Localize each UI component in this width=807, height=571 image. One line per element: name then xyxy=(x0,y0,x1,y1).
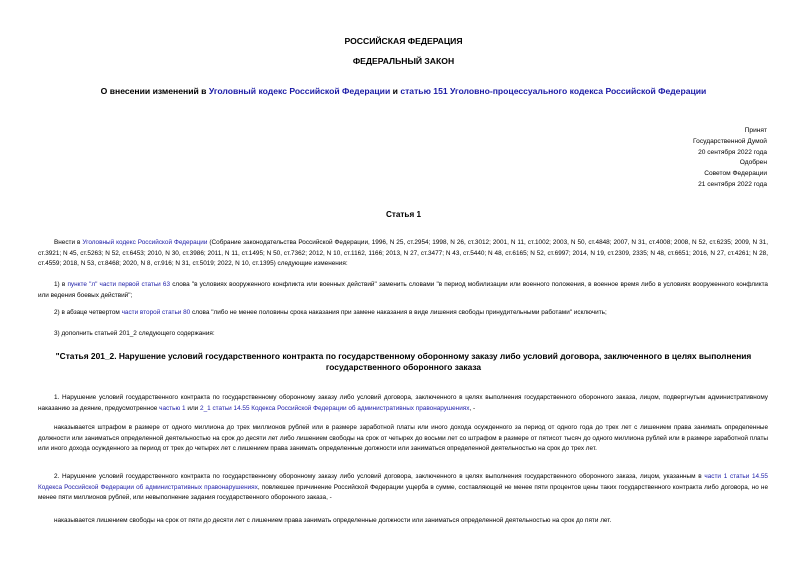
approved-label: Одобрен xyxy=(739,159,767,167)
intro-text-start: Внести в xyxy=(54,239,83,246)
part-2-penalty: наказывается лишением свободы на срок от пяти до десяти лет с лишением права занимать определенные должности или заниматься определенной деятельностью на срок до пяти лет. xyxy=(54,517,612,524)
intro-paragraph xyxy=(38,238,768,270)
part-1-mid: или xyxy=(185,404,201,412)
new-article-title: "Статья 201_2. Нарушение условий государственного контракта по государственному оборонному заказу либо условий договора, заключенного в целях выполнения государственного оборонного заказа xyxy=(55,351,752,372)
item-3-paragraph: 3) дополнить статьей 201_2 следующего содержания: xyxy=(54,330,215,337)
article-63-link[interactable]: пункте "л" части первой статьи 63 xyxy=(67,281,171,288)
koap-14-55-link[interactable]: 2_1 статьи 14.55 Кодекса Российской Федерации об административных правонарушениях xyxy=(200,404,470,412)
adopted-label: Принят xyxy=(744,127,767,134)
item-2-start: 2) в абзаце четвертом xyxy=(54,309,122,316)
approved-by: Советом Федерации xyxy=(704,170,767,178)
intro-criminal-code-link[interactable]: Уголовный кодекс Российской Федерации xyxy=(82,239,208,246)
item-2-paragraph xyxy=(38,308,768,319)
item-2-rest: слова "либо не менее половины срока наказания при замене наказания в виде лишения свободы принудительными работами" исключить; xyxy=(190,309,607,316)
title-prefix: О внесении изменений в xyxy=(100,86,209,96)
part-2-rest: , повлекшее причинение Российской Федерации ущерба в сумме, составляющей не менее пяти процентов цены таких государственного контракта либо договора, но не менее пяти миллионов рублей, или невыполнение задания государственного оборонного заказа, - xyxy=(38,483,769,502)
law-title xyxy=(0,86,807,96)
part-2-start: 2. Нарушение условий государственного контракта по государственному оборонному заказу либо условий договора, заключенного в целях выполнения государственного оборонного заказа, лицом, указанным в xyxy=(54,473,705,480)
title-mid: и xyxy=(390,86,401,96)
article-151-link[interactable]: статью 151 Уголовно-процессуального кодекса Российской Федерации xyxy=(400,86,707,96)
part-1-end: , - xyxy=(469,404,476,412)
item-1-rest: слова "в условиях вооруженного конфликта или военных действий" заменить словами "в период мобилизации или военного положения, в военное время либо в условиях вооруженного конфликта или ведения боевых действий"; xyxy=(38,281,768,299)
intro-text-rest: (Собрание законодательства Российской Федерации, 1996, N 25, ст.2954; 1998, N 26, ст.3012; 2001, N 11, ст.1002; 2003, N 50, ст.4848; 2007, N 31, ст.4008; 2008, N 52, ст.6235; 2009, N 31, ст.3921; N 45, ст.5263; N 52, ст.6453; 2010, N 30, ст.3986; 2011, N 11, ст.1495; N 50, ст.7362; 2012, N 10, ст.1162, 1166; 2013, N 27, ст.3477; N 43, ст.5440; N 48, ст.6165; N 52, ст.6997; 2014, N 19, ст.2309, 2335; N 48, ст.6651; 2016, N 27, ст.4261; N 28, ст.4559; 2018, N 53, ст.8468; 2020, N 8, ст.916; N 31, ст.5019; 2022, N 10, ст.1395) следующие изменения: xyxy=(38,239,768,268)
article-heading: Статья 1 xyxy=(385,210,422,219)
country-heading: РОССИЙСКАЯ ФЕДЕРАЦИЯ xyxy=(344,36,463,46)
law-type-heading: ФЕДЕРАЛЬНЫЙ ЗАКОН xyxy=(352,56,455,66)
koap-14-55-part-1-link[interactable]: части 1 статьи 14.55 Кодекса Российской Федерации об административных правонарушениях xyxy=(38,473,768,491)
adoption-block xyxy=(693,126,767,191)
part-1-start: 1. Нарушение условий государственного контракта по государственному оборонному заказу либо условий договора, заключенного в целях выполнения государственного оборонного заказа, лицом, подвергнутым административному наказанию за деяние, предусмотренное xyxy=(38,394,768,412)
part-1-paragraph xyxy=(38,393,768,414)
adopted-by: Государственной Думой xyxy=(693,137,767,145)
item-1-paragraph xyxy=(38,280,768,301)
part-1-link[interactable]: частью 1 xyxy=(159,404,186,412)
part-1-penalty: наказывается штрафом в размере от одного миллиона до трех миллионов рублей или в размере заработной платы или иного дохода осужденного за период от одного года до трех лет с лишением права занимать определенные должности или заниматься определенной деятельностью на срок до десяти лет либо лишением свободы на срок от четырех до восьми лет со штрафом в размере от пятисот тысяч до одного миллиона рублей или в размере заработной платы или иного дохода осужденного за период от трех до четырех лет с лишением права занимать определенные должности или заниматься определенной деятельностью на срок до трех лет. xyxy=(38,424,768,453)
criminal-code-link[interactable]: Уголовный кодекс Российской Федерации xyxy=(208,86,391,96)
part-2-paragraph xyxy=(38,472,768,504)
approved-date: 21 сентября 2022 года xyxy=(698,180,767,188)
item-1-start: 1) в xyxy=(54,281,68,288)
article-80-link[interactable]: части второй статьи 80 xyxy=(121,309,191,316)
adopted-date: 20 сентября 2022 года xyxy=(698,148,767,156)
